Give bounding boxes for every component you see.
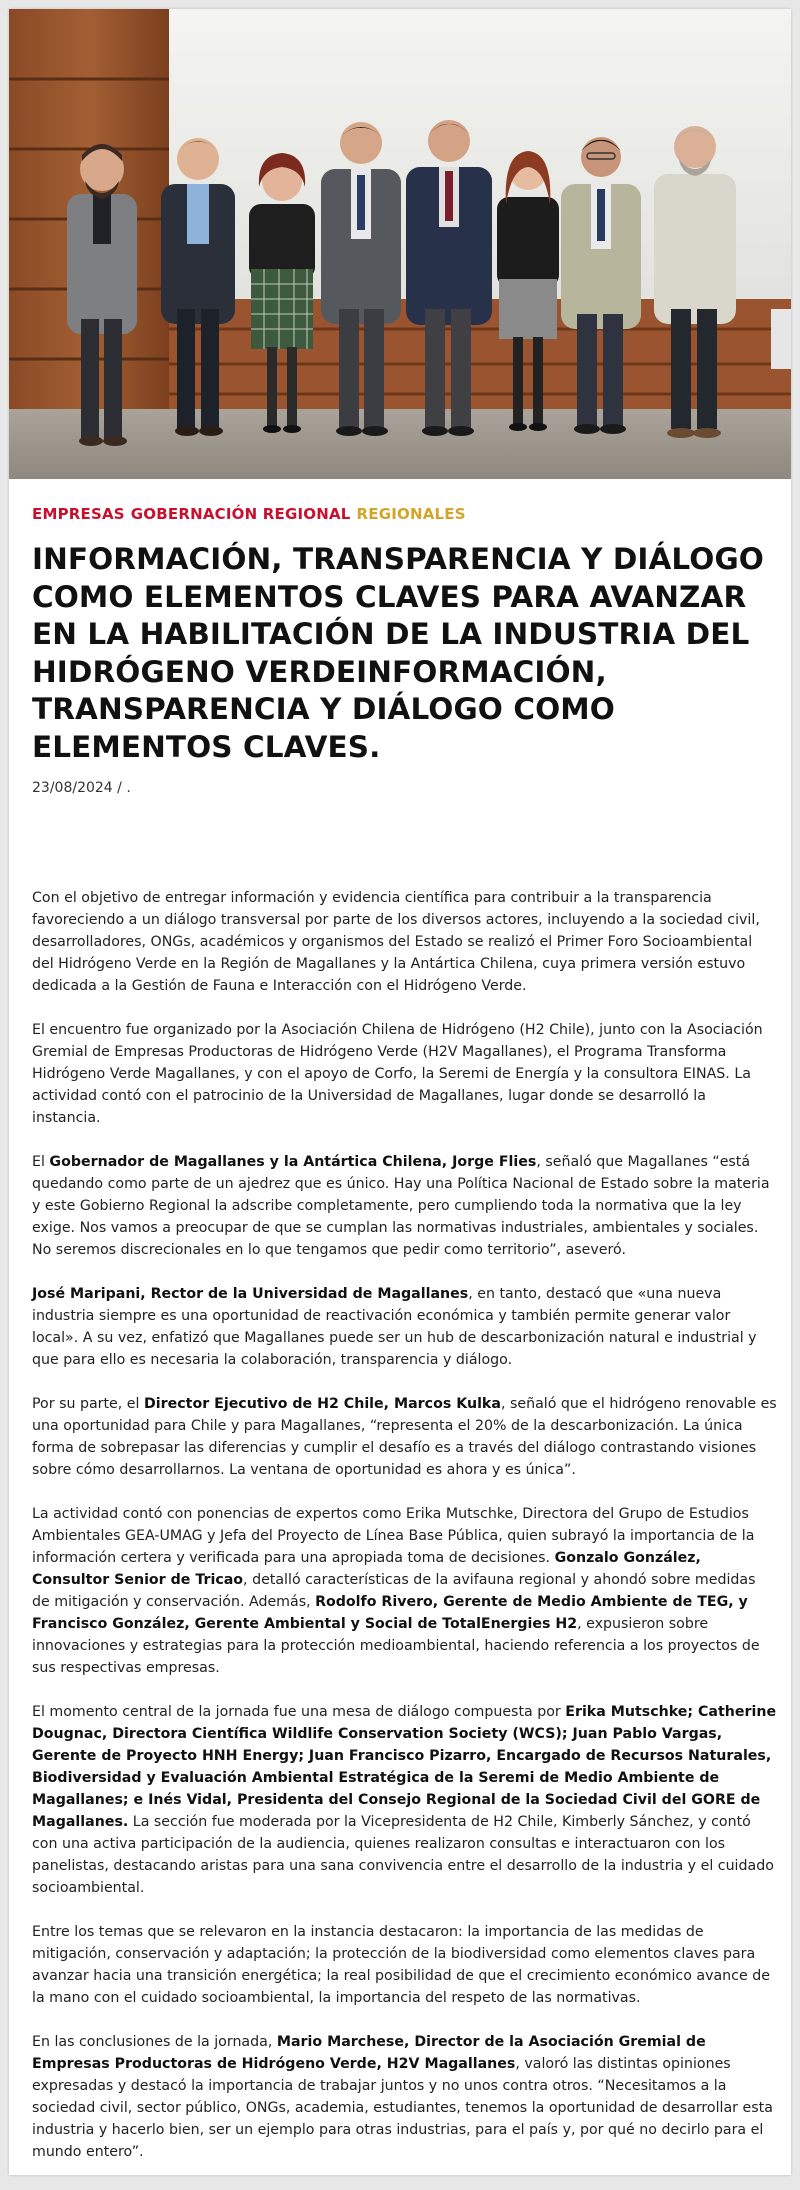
paragraph-1: Con el objetivo de entregar información y evidencia científica para contribuir a la transparencia favoreciendo a un diálogo transversal por parte de los diversos actores, incluyendo a la sociedad civil, desarrolladores, ONGs, académicos y organismos del Estado se realizó el Primer Foro Socioambiental del Hidrógeno Verde en la Región de Magallanes y la Antártica Chilena, cuya primera versión estuvo dedicada a la Gestión de Fauna e Interacción con el Hidrógeno Verde. bbox=[32, 890, 760, 994]
paragraph-7-bold: Erika Mutschke; Catherine Dougnac, Directora Científica Wildlife Conservation Society (WCS); Juan Pablo Vargas, Gerente de Proyecto HNH Energy; Juan Francisco Pizarro, Encargado de Recursos Naturales, Biodiversidad y Evaluación Ambiental Estratégica de la Seremi de Medio Ambiente de Magallanes; e Inés Vidal, Presidenta del Consejo Regional de la Sociedad Civil del GORE de Magallanes. bbox=[32, 1704, 777, 1830]
category-empresas[interactable]: EMPRESAS bbox=[32, 505, 125, 523]
paragraph-7-text-c: La sección fue moderada por la Vicepresidenta de H2 Chile, Kimberly Sánchez, y contó con una activa participación de la audiencia, quienes realizaron consultas e interactuaron con los panelistas, destacando aristas para una sana convivencia entre el desarrollo de la industria y el cuidado socioambiental. bbox=[32, 1814, 774, 1896]
paragraph-3 bbox=[32, 1151, 777, 1261]
article-header bbox=[32, 505, 768, 798]
paragraph-6-bold-1: Gonzalo González, Consultor Senior de Tricao bbox=[32, 1550, 701, 1588]
paragraph-6-bold-2: Rodolfo Rivero, Gerente de Medio Ambiente de TEG, y Francisco González, Gerente Ambiental y Social de TotalEnergies H2 bbox=[32, 1594, 748, 1632]
article-title: INFORMACIÓN, TRANSPARENCIA Y DIÁLOGO COMO ELEMENTOS CLAVES PARA AVANZAR EN LA HABILITACIÓN DE LA INDUSTRIA DEL HIDRÓGENO VERDEINFORMACIÓN, TRANSPARENCIA Y DIÁLOGO COMO ELEMENTOS CLAVES. bbox=[32, 542, 764, 764]
article-meta bbox=[32, 780, 768, 798]
paragraph-5-text-c: , señaló que el hidrógeno renovable es una oportunidad para Chile y para Magallanes, “representa el 20% de la descarbonización. La única forma de sobrepasar las diferencias y cumplir el desafío es a través del diálogo contrastando visiones sobre cómo desarrollarnos. La ventana de oportunidad es ahora y es única”. bbox=[32, 1396, 777, 1478]
paragraph-8: Entre los temas que se relevaron en la instancia destacaron: la importancia de las medidas de mitigación, conservación y adaptación; la protección de la biodiversidad como elementos claves para avanzar hacia una transición energética; la real posibilidad de que el crecimiento económico avance de la mano con el cuidado socioambiental, la importancia del respeto de las normativas. bbox=[32, 1924, 770, 2006]
paragraph-3-text-a: El bbox=[32, 1154, 50, 1170]
paragraph-6-text-c: , detalló características de la avifauna regional y ahondó sobre medidas de mitigación y conservación. Además, bbox=[32, 1572, 756, 1610]
paragraph-9-bold: Mario Marchese, Director de la Asociación Gremial de Empresas Productoras de Hidrógeno Verde, H2V Magallanes bbox=[32, 2034, 706, 2072]
category-gobernacion-regional[interactable]: GOBERNACIÓN REGIONAL bbox=[130, 505, 351, 523]
paragraph-5-bold: Director Ejecutivo de H2 Chile, Marcos Kulka bbox=[144, 1396, 501, 1412]
category-regionales[interactable]: REGIONALES bbox=[356, 505, 466, 523]
article-card bbox=[9, 9, 791, 2175]
paragraph-6-text-a: La actividad contó con ponencias de expertos como Erika Mutschke, Directora del Grupo de Estudios Ambientales GEA-UMAG y Jefa del Proyecto de Línea Base Pública, quien subrayó la importancia de la información certera y verificada para una apropiada toma de decisiones. bbox=[32, 1506, 755, 1566]
paragraph-4 bbox=[32, 1283, 777, 1371]
paragraph-9-text-c: , valoró las distintas opiniones expresadas y destacó la importancia de trabajar juntos y no unos contra otros. “Necesitamos a la sociedad civil, sector público, ONGs, academia, estudiantes, tenemos la oportunidad de desarrollar esta industria y hacerlo bien, ser un ejemplo para otras industrias, para el país y, por qué no decirlo para el mundo entero”. bbox=[32, 2056, 773, 2160]
article-date: 23/08/2024 bbox=[32, 780, 113, 796]
article-body bbox=[32, 887, 777, 2175]
paragraph-9 bbox=[32, 2031, 777, 2163]
paragraph-7 bbox=[32, 1701, 777, 1899]
paragraph-3-text-c: , señaló que Magallanes “está quedando como parte de un ajedrez que es único. Hay una Política Nacional de Estado sobre la materia y este Gobierno Regional la adscribe completamente, pero cumpliendo toda la normativa que la ley exige. Nos vamos a preocupar de que se cumplan las normativas industriales, ambientales y sociales. No seremos discrecionales en lo que tengamos que pedir como territorio”, aseveró. bbox=[32, 1154, 770, 1258]
paragraph-3-bold: Gobernador de Magallanes y la Antártica Chilena, Jorge Flies bbox=[49, 1154, 537, 1170]
paragraph-5-text-a: Por su parte, el bbox=[32, 1396, 144, 1412]
paragraph-4-bold: José Maripani, Rector de la Universidad de Magallanes bbox=[32, 1286, 469, 1302]
group-photo-image bbox=[9, 9, 791, 479]
paragraph-6 bbox=[32, 1503, 777, 1679]
paragraph-2: El encuentro fue organizado por la Asociación Chilena de Hidrógeno (H2 Chile), junto con la Asociación Gremial de Empresas Productoras de Hidrógeno Verde (H2V Magallanes), el Programa Transforma Hidrógeno Verde Magallanes, y con el apoyo de Corfo, la Seremi de Energía y la consultora EINAS. La actividad contó con el patrocinio de la Universidad de Magallanes, lugar donde se desarrolló la instancia. bbox=[32, 1022, 763, 1126]
paragraph-9-text-a: En las conclusiones de la jornada, bbox=[32, 2034, 277, 2050]
category-list bbox=[32, 505, 768, 525]
paragraph-6-text-e: , expusieron sobre innovaciones y estrategias para la protección medioambiental, haciendo referencia a los proyectos de sus respectivas empresas. bbox=[32, 1616, 760, 1676]
paragraph-5 bbox=[32, 1393, 777, 1481]
article-meta-suffix: / . bbox=[112, 780, 131, 796]
paragraph-4-text: , en tanto, destacó que «una nueva industria siempre es una oportunidad de reactivación económica y también permite generar valor local». A su vez, enfatizó que Magallanes puede ser un hub de descarbonización natural e industrial y que para ello es necesaria la colaboración, transparencia y diálogo. bbox=[32, 1286, 757, 1368]
paragraph-7-text-a: El momento central de la jornada fue una mesa de diálogo compuesta por bbox=[32, 1704, 566, 1720]
